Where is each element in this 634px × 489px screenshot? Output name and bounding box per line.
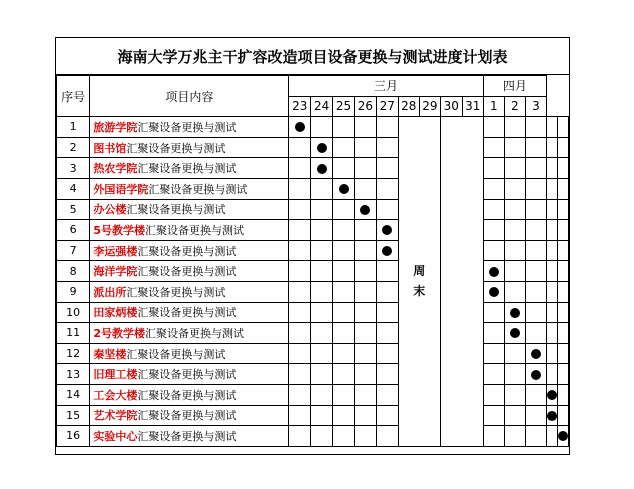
schedule-cell: [311, 302, 333, 323]
row-item: [90, 364, 289, 385]
scheduled-dot: [547, 390, 557, 400]
weekend-label-char: 末: [413, 284, 426, 299]
building-name: 海洋学院: [93, 265, 138, 279]
schedule-cell: [376, 199, 398, 220]
schedule-cell: [504, 158, 525, 179]
scheduled-dot: [360, 205, 370, 215]
table-row: [57, 384, 569, 405]
schedule-cell: [525, 302, 546, 323]
weekend-cell: [440, 117, 483, 447]
weekend-cell: [398, 117, 440, 447]
task-suffix: 汇聚设备更换与测试: [126, 141, 226, 155]
building-name: 图书馆: [93, 141, 127, 155]
schedule-cell: [504, 178, 525, 199]
schedule-cell: [525, 281, 546, 302]
row-item: [90, 261, 289, 282]
day-header: 26: [354, 96, 376, 117]
schedule-cell: [333, 117, 355, 138]
schedule-cell: [289, 384, 311, 405]
schedule-cell: [504, 240, 525, 261]
schedule-cell: [504, 281, 525, 302]
schedule-cell: [354, 281, 376, 302]
scheduled-dot: [317, 164, 327, 174]
schedule-cell: [376, 405, 398, 426]
schedule-cell: [504, 405, 525, 426]
schedule-cell: [354, 117, 376, 138]
schedule-cell: [311, 178, 333, 199]
schedule-cell: [547, 426, 558, 447]
row-index: 5: [57, 199, 90, 220]
scheduled-dot: [489, 287, 499, 297]
schedule-cell: [525, 158, 546, 179]
schedule-cell: [525, 137, 546, 158]
schedule-cell: [289, 323, 311, 344]
table-row: [57, 117, 569, 138]
schedule-cell: [376, 137, 398, 158]
schedule-cell: [354, 302, 376, 323]
schedule-cell: [558, 384, 569, 405]
schedule-cell: [547, 364, 558, 385]
schedule-cell: [311, 158, 333, 179]
schedule-cell: [311, 220, 333, 241]
schedule-cell: [376, 343, 398, 364]
schedule-cell: [504, 323, 525, 344]
table-row: [57, 240, 569, 261]
schedule-cell: [354, 384, 376, 405]
task-suffix: 汇聚设备更换与测试: [137, 306, 237, 320]
table-row: [57, 302, 569, 323]
schedule-cell: [558, 199, 569, 220]
schedule-cell: [547, 405, 558, 426]
schedule-cell: [311, 343, 333, 364]
schedule-cell: [289, 117, 311, 138]
schedule-cell: [289, 302, 311, 323]
day-header: 27: [376, 96, 398, 117]
schedule-cell: [525, 117, 546, 138]
schedule-cell: [376, 117, 398, 138]
schedule-cell: [354, 137, 376, 158]
schedule-cell: [504, 364, 525, 385]
schedule-cell: [333, 240, 355, 261]
day-header: 23: [289, 96, 311, 117]
schedule-cell: [483, 281, 504, 302]
scheduled-dot: [339, 184, 349, 194]
scheduled-dot: [295, 122, 305, 132]
month-header: 四月: [483, 76, 546, 97]
schedule-cell: [483, 405, 504, 426]
table-row: [57, 261, 569, 282]
row-index: 3: [57, 158, 90, 179]
table-row: [57, 281, 569, 302]
row-item: [90, 281, 289, 302]
task-suffix: 汇聚设备更换与测试: [137, 265, 237, 279]
building-name: 秦坚楼: [93, 347, 127, 361]
row-item: [90, 302, 289, 323]
schedule-cell: [525, 323, 546, 344]
schedule-cell: [289, 426, 311, 447]
schedule-cell: [311, 364, 333, 385]
schedule-sheet: [55, 37, 570, 455]
scheduled-dot: [531, 349, 541, 359]
schedule-cell: [376, 240, 398, 261]
schedule-cell: [289, 199, 311, 220]
row-index: 1: [57, 117, 90, 138]
day-header: 30: [440, 96, 462, 117]
schedule-cell: [311, 199, 333, 220]
schedule-cell: [483, 137, 504, 158]
schedule-cell: [289, 281, 311, 302]
task-suffix: 汇聚设备更换与测试: [137, 388, 237, 402]
table-row: [57, 426, 569, 447]
schedule-cell: [558, 178, 569, 199]
schedule-cell: [558, 240, 569, 261]
schedule-cell: [289, 240, 311, 261]
schedule-cell: [354, 220, 376, 241]
row-index: 12: [57, 343, 90, 364]
schedule-cell: [483, 158, 504, 179]
page-title: 海南大学万兆主干扩容改造项目设备更换与测试进度计划表: [56, 38, 569, 75]
schedule-cell: [483, 220, 504, 241]
scheduled-dot: [510, 328, 520, 338]
schedule-cell: [311, 384, 333, 405]
day-header: 25: [333, 96, 355, 117]
schedule-cell: [504, 302, 525, 323]
schedule-cell: [333, 364, 355, 385]
schedule-cell: [547, 220, 558, 241]
table-row: [57, 343, 569, 364]
table-row: [57, 364, 569, 385]
schedule-cell: [483, 240, 504, 261]
schedule-cell: [333, 302, 355, 323]
task-suffix: 汇聚设备更换与测试: [145, 223, 245, 237]
schedule-cell: [525, 178, 546, 199]
scheduled-dot: [382, 246, 392, 256]
scheduled-dot: [547, 411, 557, 421]
row-index: 9: [57, 281, 90, 302]
schedule-cell: [311, 426, 333, 447]
row-index: 14: [57, 384, 90, 405]
schedule-cell: [376, 364, 398, 385]
building-name: 艺术学院: [93, 409, 138, 423]
schedule-cell: [525, 426, 546, 447]
row-item: [90, 117, 289, 138]
task-suffix: 汇聚设备更换与测试: [126, 285, 226, 299]
schedule-cell: [525, 240, 546, 261]
schedule-cell: [376, 281, 398, 302]
schedule-cell: [558, 426, 569, 447]
schedule-cell: [311, 405, 333, 426]
schedule-cell: [483, 199, 504, 220]
schedule-cell: [333, 281, 355, 302]
schedule-cell: [289, 158, 311, 179]
schedule-cell: [547, 240, 558, 261]
header-row-months: [57, 76, 569, 97]
table-row: [57, 158, 569, 179]
row-index: 16: [57, 426, 90, 447]
header-index: 序号: [57, 76, 90, 117]
building-name: 李运强楼: [93, 244, 138, 258]
header-item: 项目内容: [90, 76, 289, 117]
schedule-cell: [504, 384, 525, 405]
schedule-cell: [483, 117, 504, 138]
schedule-cell: [547, 323, 558, 344]
schedule-cell: [558, 281, 569, 302]
schedule-cell: [558, 364, 569, 385]
schedule-cell: [354, 426, 376, 447]
table-row: [57, 199, 569, 220]
schedule-cell: [558, 220, 569, 241]
schedule-cell: [289, 178, 311, 199]
schedule-cell: [376, 384, 398, 405]
scheduled-dot: [317, 143, 327, 153]
schedule-cell: [376, 158, 398, 179]
schedule-cell: [354, 158, 376, 179]
schedule-cell: [354, 364, 376, 385]
schedule-cell: [333, 158, 355, 179]
schedule-cell: [558, 261, 569, 282]
task-suffix: 汇聚设备更换与测试: [126, 203, 226, 217]
schedule-cell: [333, 384, 355, 405]
schedule-cell: [547, 117, 558, 138]
row-item: [90, 240, 289, 261]
table-row: [57, 137, 569, 158]
schedule-cell: [483, 323, 504, 344]
weekend-label: [399, 261, 440, 301]
schedule-cell: [525, 405, 546, 426]
schedule-cell: [354, 178, 376, 199]
schedule-cell: [504, 220, 525, 241]
building-name: 工会大楼: [93, 388, 138, 402]
schedule-cell: [525, 220, 546, 241]
schedule-cell: [311, 281, 333, 302]
schedule-cell: [504, 199, 525, 220]
row-item: [90, 220, 289, 241]
schedule-cell: [525, 343, 546, 364]
row-index: 11: [57, 323, 90, 344]
schedule-cell: [333, 405, 355, 426]
schedule-cell: [289, 137, 311, 158]
schedule-cell: [354, 405, 376, 426]
schedule-cell: [333, 137, 355, 158]
schedule-cell: [504, 137, 525, 158]
schedule-cell: [483, 178, 504, 199]
scheduled-dot: [531, 370, 541, 380]
schedule-cell: [525, 384, 546, 405]
day-header: 1: [483, 96, 504, 117]
row-index: 8: [57, 261, 90, 282]
schedule-cell: [354, 199, 376, 220]
row-index: 10: [57, 302, 90, 323]
schedule-cell: [547, 261, 558, 282]
day-header: 28: [398, 96, 419, 117]
schedule-table: [56, 75, 569, 447]
row-index: 2: [57, 137, 90, 158]
schedule-cell: [354, 323, 376, 344]
day-header: 3: [525, 96, 546, 117]
schedule-cell: [547, 199, 558, 220]
schedule-cell: [558, 302, 569, 323]
month-header: 三月: [289, 76, 483, 97]
schedule-cell: [558, 117, 569, 138]
schedule-cell: [504, 117, 525, 138]
schedule-cell: [483, 302, 504, 323]
row-item: [90, 323, 289, 344]
day-header: 2: [504, 96, 525, 117]
schedule-cell: [483, 261, 504, 282]
row-index: 6: [57, 220, 90, 241]
schedule-cell: [483, 426, 504, 447]
row-item: [90, 343, 289, 364]
row-item: [90, 426, 289, 447]
schedule-cell: [547, 281, 558, 302]
schedule-cell: [558, 137, 569, 158]
row-item: [90, 384, 289, 405]
row-index: 15: [57, 405, 90, 426]
task-suffix: 汇聚设备更换与测试: [137, 120, 237, 134]
schedule-cell: [289, 343, 311, 364]
building-name: 外国语学院: [93, 182, 149, 196]
schedule-cell: [333, 261, 355, 282]
schedule-cell: [354, 240, 376, 261]
schedule-cell: [547, 158, 558, 179]
table-row: [57, 405, 569, 426]
scheduled-dot: [510, 308, 520, 318]
row-index: 4: [57, 178, 90, 199]
building-name: 派出所: [93, 285, 127, 299]
schedule-cell: [311, 117, 333, 138]
building-name: 实验中心: [93, 429, 138, 443]
schedule-cell: [483, 343, 504, 364]
row-item: [90, 199, 289, 220]
schedule-cell: [376, 261, 398, 282]
building-name: 办公楼: [93, 203, 127, 217]
schedule-cell: [333, 323, 355, 344]
weekend-label-char: 周: [413, 264, 426, 279]
table-row: [57, 220, 569, 241]
schedule-cell: [311, 323, 333, 344]
schedule-cell: [333, 199, 355, 220]
building-name: 热农学院: [93, 162, 138, 176]
building-name: 2号教学楼: [93, 326, 146, 340]
schedule-cell: [547, 384, 558, 405]
schedule-cell: [311, 261, 333, 282]
schedule-cell: [525, 364, 546, 385]
row-item: [90, 137, 289, 158]
schedule-cell: [525, 199, 546, 220]
schedule-cell: [376, 323, 398, 344]
table-row: [57, 178, 569, 199]
task-suffix: 汇聚设备更换与测试: [145, 326, 245, 340]
task-suffix: 汇聚设备更换与测试: [137, 409, 237, 423]
schedule-cell: [483, 384, 504, 405]
day-header: 31: [462, 96, 483, 117]
schedule-cell: [311, 240, 333, 261]
building-name: 5号教学楼: [93, 223, 146, 237]
schedule-cell: [547, 343, 558, 364]
schedule-cell: [289, 364, 311, 385]
building-name: 田家炳楼: [93, 306, 138, 320]
row-item: [90, 405, 289, 426]
schedule-cell: [333, 426, 355, 447]
task-suffix: 汇聚设备更换与测试: [137, 429, 237, 443]
schedule-cell: [333, 178, 355, 199]
schedule-cell: [376, 302, 398, 323]
day-header: 29: [419, 96, 440, 117]
schedule-cell: [558, 323, 569, 344]
schedule-cell: [504, 426, 525, 447]
schedule-cell: [376, 220, 398, 241]
schedule-cell: [333, 220, 355, 241]
schedule-cell: [547, 137, 558, 158]
building-name: 旧理工楼: [93, 368, 138, 382]
building-name: 旅游学院: [93, 120, 138, 134]
row-item: [90, 178, 289, 199]
task-suffix: 汇聚设备更换与测试: [137, 368, 237, 382]
schedule-cell: [289, 261, 311, 282]
schedule-cell: [289, 405, 311, 426]
schedule-cell: [376, 178, 398, 199]
scheduled-dot: [558, 431, 568, 441]
scheduled-dot: [382, 225, 392, 235]
schedule-cell: [483, 364, 504, 385]
schedule-cell: [558, 158, 569, 179]
day-header: 24: [311, 96, 333, 117]
task-suffix: 汇聚设备更换与测试: [126, 347, 226, 361]
task-suffix: 汇聚设备更换与测试: [148, 182, 248, 196]
row-index: 13: [57, 364, 90, 385]
schedule-cell: [525, 261, 546, 282]
task-suffix: 汇聚设备更换与测试: [137, 244, 237, 258]
schedule-cell: [311, 137, 333, 158]
task-suffix: 汇聚设备更换与测试: [137, 162, 237, 176]
schedule-cell: [558, 405, 569, 426]
scheduled-dot: [489, 267, 499, 277]
table-row: [57, 323, 569, 344]
schedule-cell: [333, 343, 355, 364]
schedule-cell: [547, 302, 558, 323]
row-item: [90, 158, 289, 179]
schedule-cell: [354, 343, 376, 364]
schedule-cell: [354, 261, 376, 282]
schedule-cell: [504, 261, 525, 282]
schedule-cell: [547, 178, 558, 199]
row-index: 7: [57, 240, 90, 261]
schedule-cell: [289, 220, 311, 241]
schedule-cell: [504, 343, 525, 364]
schedule-cell: [376, 426, 398, 447]
schedule-cell: [558, 343, 569, 364]
